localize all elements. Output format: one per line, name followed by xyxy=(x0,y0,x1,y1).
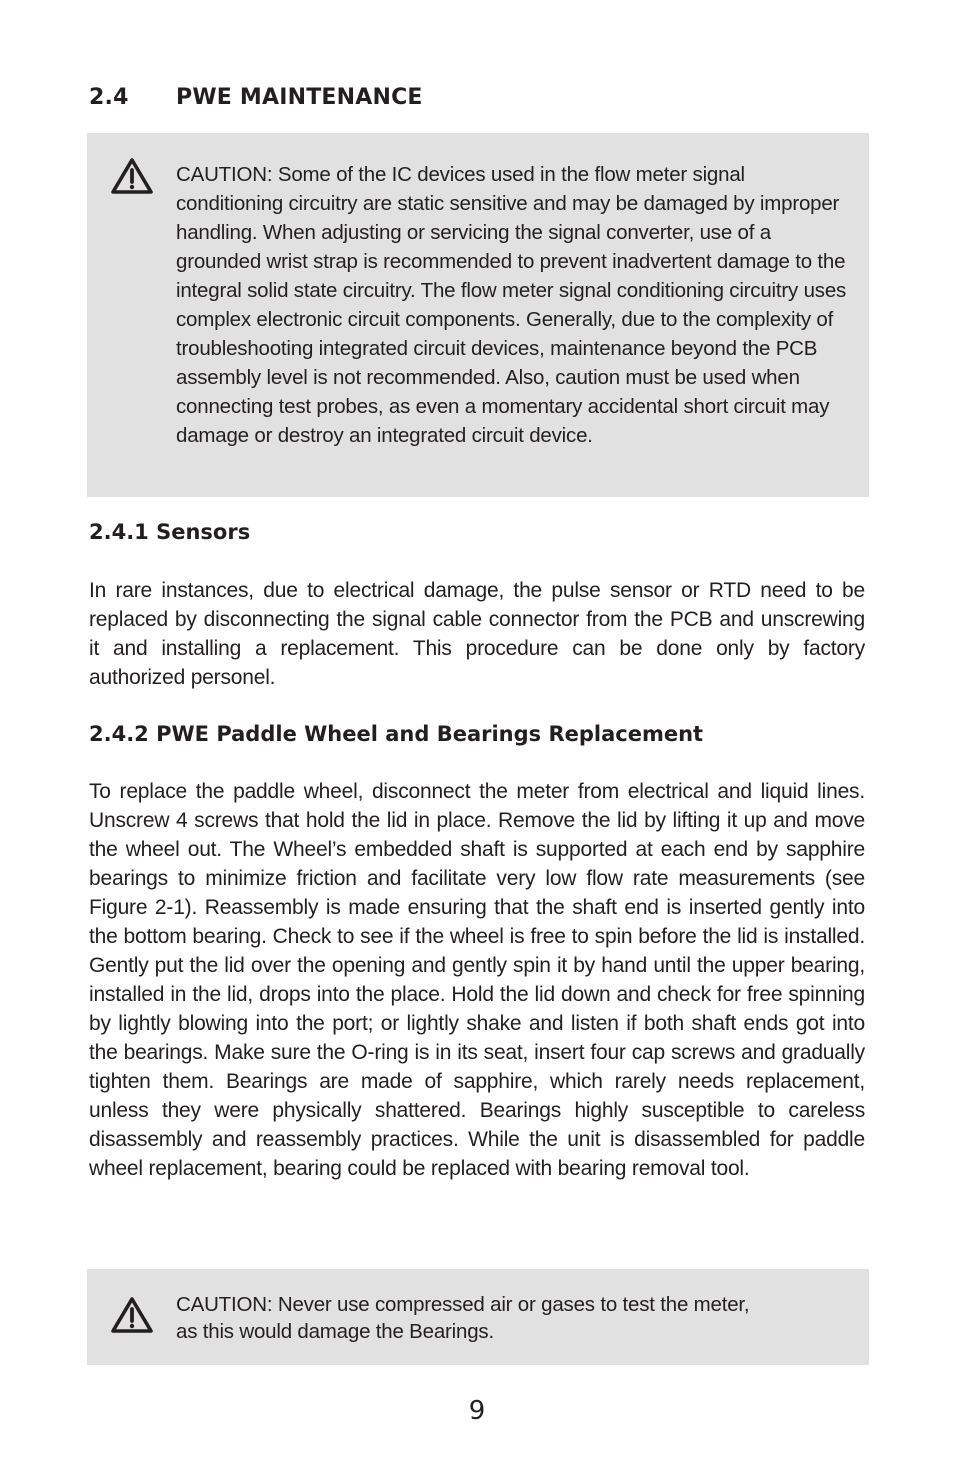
sensors-paragraph: In rare instances, due to electrical damage, the pulse sensor or RTD need to be replaced by disconnecting the signal cable connector from the PCB and unscrewing it and installing a replacement. This procedure can be done only by factory authorized personel. xyxy=(89,579,865,689)
section-number: 2.4 xyxy=(89,85,129,110)
caution-box-top xyxy=(87,133,869,497)
paddle-wheel-heading: 2.4.2 PWE Paddle Wheel and Bearings Replacement xyxy=(89,722,704,746)
caution-text-top: CAUTION: Some of the IC devices used in the flow meter signal conditioning circuitry are static sensitive and may be damaged by improper handling. When adjusting or servicing the signal converter, use of a grounded wrist strap is recommended to prevent inadvertent damage to the integral solid state circuitry. The flow meter signal conditioning circuitry uses complex electronic circuit components. Generally, due to the complexity of troubleshooting integrated circuit devices, maintenance beyond the PCB assembly level is not recommended. Also, caution must be used when connecting test probes, as even a momentary accidental short circuit may damage or destroy an integrated circuit device. xyxy=(176,163,847,447)
warning-triangle-icon xyxy=(110,1296,154,1334)
caution-line-1: CAUTION: Never use compressed air or gases to test the meter, xyxy=(176,1293,750,1316)
paddle-wheel-paragraph: To replace the paddle wheel, disconnect the meter from electrical and liquid lines. Unscrew 4 screws that hold the lid in place. Remove the lid by lifting it up and move the wheel out. The Wheel’s embedded shaft is supported at each end by sapphire bearings to minimize friction and facilitate very low flow rate measurements (see Figure 2-1). Reassembly is made ensuring that the shaft end is inserted gently into the bottom bearing. Check to see if the wheel is free to spin before the lid is installed. Gently put the lid over the opening and gently spin it by hand until the upper bearing, installed in the lid, drops into the place. Hold the lid down and check for free spinning by lightly blowing into the port; or lightly shake and listen if both shaft ends got into the bearings. Make sure the O-ring is in its seat, insert four cap screws and gradually tighten them. Bearings are made of sapphire, which rarely needs replacement, unless they were physically shattered. Bearings highly susceptible to careless disassembly and reassembly practices. While the unit is disassembled for paddle wheel replacement, bearing could be replaced with bearing removal tool. xyxy=(89,780,865,1180)
warning-triangle-icon xyxy=(110,157,154,195)
section-heading xyxy=(89,84,423,112)
caution-line-2: as this would damage the Bearings. xyxy=(176,1320,494,1343)
caution-box-bottom xyxy=(87,1269,869,1365)
section-title: PWE MAINTENANCE xyxy=(176,85,423,110)
page-number: 9 xyxy=(468,1396,486,1426)
caution-text-bottom xyxy=(176,1291,851,1345)
sensors-heading: 2.4.1 Sensors xyxy=(89,520,251,544)
